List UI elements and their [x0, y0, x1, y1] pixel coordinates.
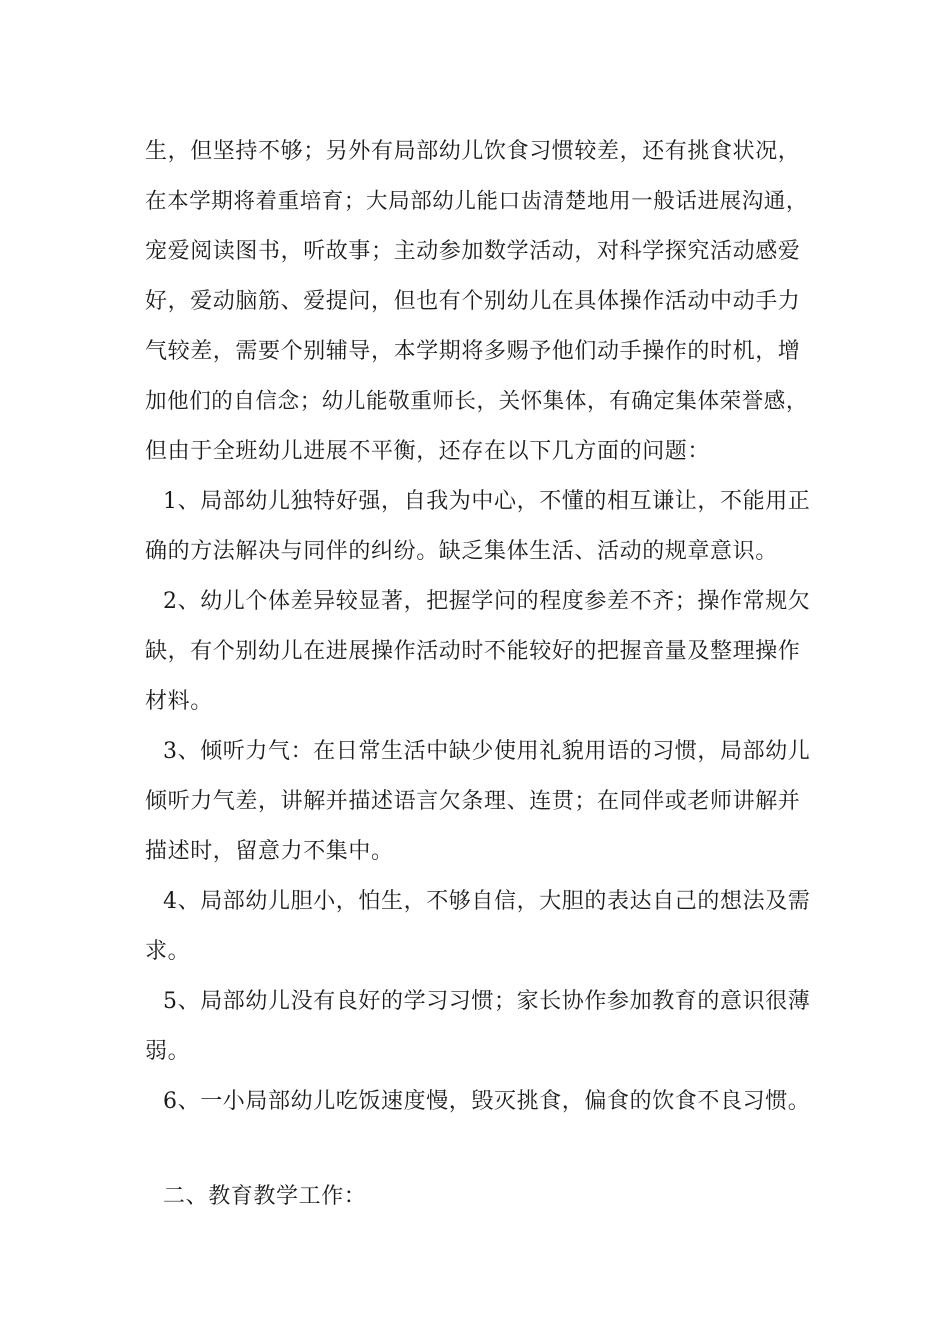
problem-3-line-2: 倾听力气差，讲解并描述语言欠条理、连贯；在同伴或老师讲解并 [145, 789, 801, 814]
problem-1-line-2: 确的方法解决与同伴的纠纷。缺乏集体生活、活动的规章意识。 [145, 539, 778, 564]
problem-1-line-1: 1、局部幼儿独特好强，自我为中心，不懂的相互谦让，不能用正 [163, 489, 811, 514]
problem-2-line-1: 2、幼儿个体差异较显著，把握学问的程度参差不齐；操作常规欠 [163, 589, 811, 614]
intro-line-5: 气较差，需要个别辅导，本学期将多赐予他们动手操作的时机，增 [145, 339, 801, 364]
problem-6-line-1: 6、一小局部幼儿吃饭速度慢，毁灭挑食，偏食的饮食不良习惯。 [163, 1089, 811, 1114]
intro-line-6: 加他们的自信念；幼儿能敬重师长，关怀集体，有确定集体荣誉感， [145, 389, 809, 414]
problem-5-line-1: 5、局部幼儿没有良好的学习习惯；家长协作参加教育的意识很薄 [163, 989, 811, 1014]
intro-line-4: 好，爱动脑筋、爱提问，但也有个别幼儿在具体操作活动中动手力 [145, 289, 801, 314]
problem-2-line-2: 缺，有个别幼儿在进展操作活动时不能较好的把握音量及整理操作 [145, 639, 801, 664]
intro-line-3: 宠爱阅读图书，听故事；主动参加数学活动，对科学探究活动感爱 [145, 239, 801, 264]
problem-5-line-2: 弱。 [145, 1039, 191, 1064]
intro-line-1: 生，但坚持不够；另外有局部幼儿饮食习惯较差，还有挑食状况， [145, 139, 801, 164]
problem-3-line-3: 描述时，留意力不集中。 [145, 839, 394, 864]
problem-4-line-2: 求。 [145, 939, 191, 964]
problem-3-line-1: 3、倾听力气：在日常生活中缺少使用礼貌用语的习惯，局部幼儿 [163, 739, 811, 764]
problem-4-line-1: 4、局部幼儿胆小，怕生，不够自信，大胆的表达自己的想法及需 [163, 889, 811, 914]
problem-2-line-3: 材料。 [145, 689, 213, 714]
intro-line-2: 在本学期将着重培育；大局部幼儿能口齿清楚地用一般话进展沟通， [145, 189, 809, 214]
section-heading: 二、教育教学工作： [163, 1184, 367, 1209]
intro-line-7: 但由于全班幼儿进展不平衡，还存在以下几方面的问题： [145, 439, 711, 464]
